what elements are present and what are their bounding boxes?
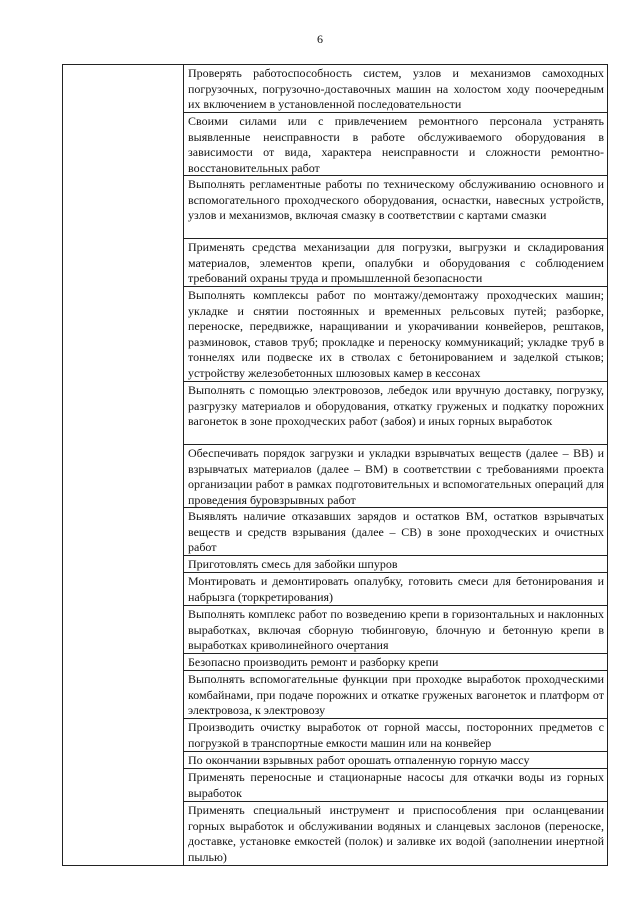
table-row: Обеспечивать порядок загрузки и укладки взрывчатых веществ (далее – ВВ) и взрывчатых материалов (далее – ВМ) в соответствии с требованиями проекта организации работ в рамках подготовительных и вспомогательных операций для проведения буровзрывных работ — [184, 445, 607, 508]
table-row: Своими силами или с привлечением ремонтного персонала устранять выявленные неисправности в работе обслуживаемого оборудования в зависимости от вида, характера неисправности и сложности ремонтно-восстановительных работ — [184, 113, 607, 176]
table-row: Применять переносные и стационарные насосы для откачки воды из горных выработок — [184, 769, 607, 802]
table-row: Выполнять с помощью электровозов, лебедок или вручную доставку, погрузку, разгрузку материалов и оборудования, откатку груженых и подкатку порожних вагонеток в зоне проходческих работ (забоя) и иных горных выработок — [184, 382, 607, 445]
table-row: Выполнять вспомогательные функции при проходке выработок проходческими комбайнами, при подаче порожних и откатке груженых вагонеток и платформ от электровоза, к электровозу — [184, 671, 607, 719]
table-row: Выполнять комплексы работ по монтажу/демонтажу проходческих машин; укладке и снятии постоянных и временных рельсовых путей; разборке, переноске, передвижке, наращивании и укорачивании конвейеров, рештаков, разминовок, ставов труб; прокладке и переноску коммуникаций; укладке труб в тоннелях или подвеске их в стволах с бетонированием и заделкой стыков; устройству железобетонных шлюзовых камер в кессонах — [184, 287, 607, 382]
table-row: Выполнять комплекс работ по возведению крепи в горизонтальных и наклонных выработках, включая сборную тюбинговую, блочную и бетонную крепи в выработках криволинейного очертания — [184, 606, 607, 654]
table-row: По окончании взрывных работ орошать отпаленную горную массу — [184, 752, 607, 769]
table-row: Применять средства механизации для погрузки, выгрузки и складирования материалов, элементов крепи, опалубки и оборудования с соблюдением требований охраны труда и промышленной безопасности — [184, 239, 607, 287]
table-row: Безопасно производить ремонт и разборку крепи — [184, 654, 607, 671]
competency-table — [62, 64, 608, 866]
table-row: Приготовлять смесь для забойки шпуров — [184, 556, 607, 573]
table-row: Проверять работоспособность систем, узлов и механизмов самоходных погрузочных, погрузочно-доставочных машин на холостом ходу поочередным их включением в установленной последовательности — [184, 65, 607, 113]
table-row: Применять специальный инструмент и приспособления при осланцевании горных выработок и обслуживании водяных и сланцевых заслонов (переноске, доставке, установке емкостей (полок) и заливке их водой (заполнении инертной пылью) — [188, 803, 604, 864]
table-row: Выполнять регламентные работы по техническому обслуживанию основного и вспомогательного проходческого оборудования, оснастки, навесных устройств, узлов и механизмов, включая смазку в соответствии с картами смазки — [184, 176, 607, 239]
page-number: 6 — [317, 32, 323, 46]
left-column-empty — [63, 65, 184, 865]
table-row: Выявлять наличие отказавших зарядов и остатков ВМ, остатков взрывчатых веществ и средств взрывания (далее – СВ) в зоне проходческих и очистных работ — [184, 508, 607, 556]
right-column — [184, 65, 607, 865]
table-row: Монтировать и демонтировать опалубку, готовить смеси для бетонирования и набрызга (торкретирования) — [184, 573, 607, 606]
table-row: Производить очистку выработок от горной массы, посторонних предметов с погрузкой в транспортные емкости машин или на конвейер — [184, 719, 607, 752]
